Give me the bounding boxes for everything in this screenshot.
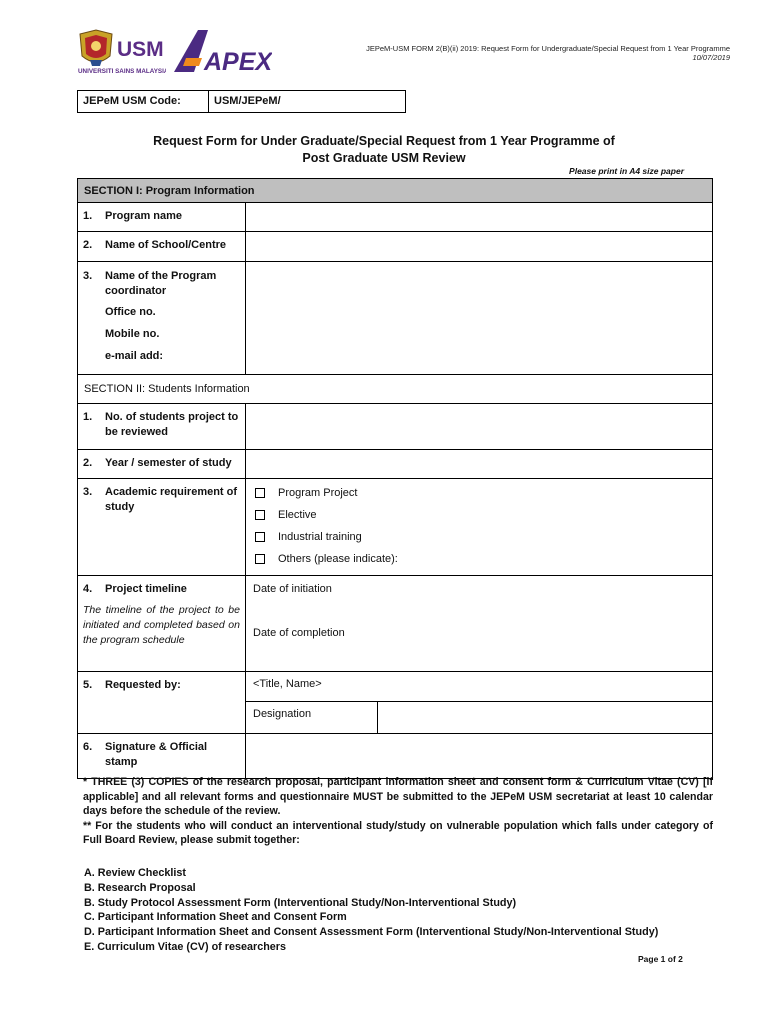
item-number: 1. <box>83 411 93 423</box>
designation-label: Designation <box>246 702 378 733</box>
svg-text:USM: USM <box>117 38 164 61</box>
option-others[interactable]: Others (please indicate): <box>253 548 705 570</box>
requested-by-label: Requested by: <box>105 679 181 691</box>
academic-requirement-label: Academic requirement of study <box>105 486 238 513</box>
item-number: 2. <box>83 239 93 251</box>
academic-requirement-row <box>78 478 712 575</box>
signature-row <box>78 733 712 778</box>
coordinator-row <box>78 261 712 374</box>
footnotes <box>83 775 713 848</box>
requester-name-field[interactable]: <Title, Name> <box>246 672 712 702</box>
option-industrial-training[interactable]: Industrial training <box>253 526 705 548</box>
item-number: 3. <box>83 486 93 498</box>
item-number: 6. <box>83 741 93 753</box>
program-name-row <box>78 202 712 231</box>
section-2-title: SECTION II: Students Information <box>84 383 250 395</box>
usm-logo <box>76 26 166 76</box>
designation-field[interactable] <box>378 702 712 733</box>
students-count-label: No. of students project to be reviewed <box>105 411 239 438</box>
email-label: e-mail add: <box>105 350 164 362</box>
footnote-2: ** For the students who will conduct an interventional study/study on vulnerable population which falls under category of Full Board Review, please submit together: <box>83 819 713 847</box>
project-timeline-label: Project timeline <box>105 583 187 595</box>
list-item: D. Participant Information Sheet and Consent Assessment Form (Interventional Study/Non-Interventional Study) <box>84 926 659 939</box>
usm-crest-icon <box>80 30 112 66</box>
office-no-label: Office no. <box>105 306 156 318</box>
list-item: B. Study Protocol Assessment Form (Interventional Study/Non-Interventional Study) <box>84 896 517 909</box>
checkbox-icon[interactable] <box>255 488 265 498</box>
item-number: 4. <box>83 583 93 595</box>
timeline-note: The timeline of the project to be initiated and completed based on the program schedule <box>83 604 240 646</box>
page-title <box>0 133 768 167</box>
section-2-heading <box>78 374 712 403</box>
checkbox-icon[interactable] <box>255 532 265 542</box>
code-value[interactable]: USM/JEPeM/ <box>214 95 281 107</box>
students-count-row <box>78 403 712 449</box>
page-number: Page 1 of 2 <box>638 954 683 964</box>
request-form-table <box>77 178 713 779</box>
list-item: A. Review Checklist <box>84 867 187 879</box>
school-label: Name of School/Centre <box>105 239 227 251</box>
code-box <box>77 90 406 113</box>
checkbox-icon[interactable] <box>255 510 265 520</box>
svg-text:APEX: APEX <box>204 48 272 74</box>
list-item: E. Curriculum Vitae (CV) of researchers <box>84 940 287 953</box>
item-number: 5. <box>83 679 93 691</box>
option-program-project[interactable]: Program Project <box>253 482 705 504</box>
program-name-label: Program name <box>105 210 183 222</box>
project-timeline-row <box>78 575 712 671</box>
coordinator-label: Name of the Program coordinator <box>105 270 217 297</box>
item-number: 3. <box>83 270 93 282</box>
list-item: C. Participant Information Sheet and Consent Form <box>84 911 347 924</box>
print-note: Please print in A4 size paper <box>569 166 684 176</box>
year-semester-label: Year / semester of study <box>105 457 232 469</box>
year-semester-field[interactable] <box>246 450 712 478</box>
section-1-heading: SECTION I: Program Information <box>78 179 712 202</box>
footnote-1: * THREE (3) COPIES of the research proposal, participant information sheet and consent form & Curriculum Vitae (CV) [if applicable] and all relevant forms and questionnaire MUST be submitted to the JEPeM USM secretariat at least 10 calendar days before the schedule of the review. <box>83 776 713 818</box>
coordinator-field[interactable] <box>246 262 712 374</box>
title-line-2: Post Graduate USM Review <box>302 151 466 165</box>
date-initiation-field[interactable]: Date of initiation <box>253 583 332 595</box>
mobile-no-label: Mobile no. <box>105 328 160 340</box>
signature-label: Signature & Official stamp <box>105 741 208 768</box>
option-elective[interactable]: Elective <box>253 504 705 526</box>
title-line-1: Request Form for Under Graduate/Special Request from 1 Year Programme of <box>153 134 615 148</box>
svg-text:UNIVERSITI SAINS MALAYSIA: UNIVERSITI SAINS MALAYSIA <box>78 68 166 75</box>
date-completion-field[interactable]: Date of completion <box>253 627 345 639</box>
signature-field[interactable] <box>246 734 712 778</box>
form-date: 10/07/2019 <box>692 53 730 62</box>
code-label: JEPeM USM Code: <box>78 91 209 112</box>
checkbox-icon[interactable] <box>255 554 265 564</box>
item-number: 1. <box>83 210 93 222</box>
requested-by-row <box>78 671 712 733</box>
form-reference-text: JEPeM-USM FORM 2(B)(ii) 2019: Request Form for Undergraduate/Special Request from 1 Year Programme <box>366 44 730 53</box>
school-row <box>78 231 712 261</box>
program-name-field[interactable] <box>246 203 712 231</box>
list-item: B. Research Proposal <box>84 881 196 894</box>
school-field[interactable] <box>246 232 712 261</box>
submission-checklist <box>84 866 658 955</box>
year-semester-row <box>78 449 712 478</box>
item-number: 2. <box>83 457 93 469</box>
apex-logo <box>172 28 272 74</box>
students-count-field[interactable] <box>246 404 712 449</box>
form-reference <box>330 44 730 62</box>
